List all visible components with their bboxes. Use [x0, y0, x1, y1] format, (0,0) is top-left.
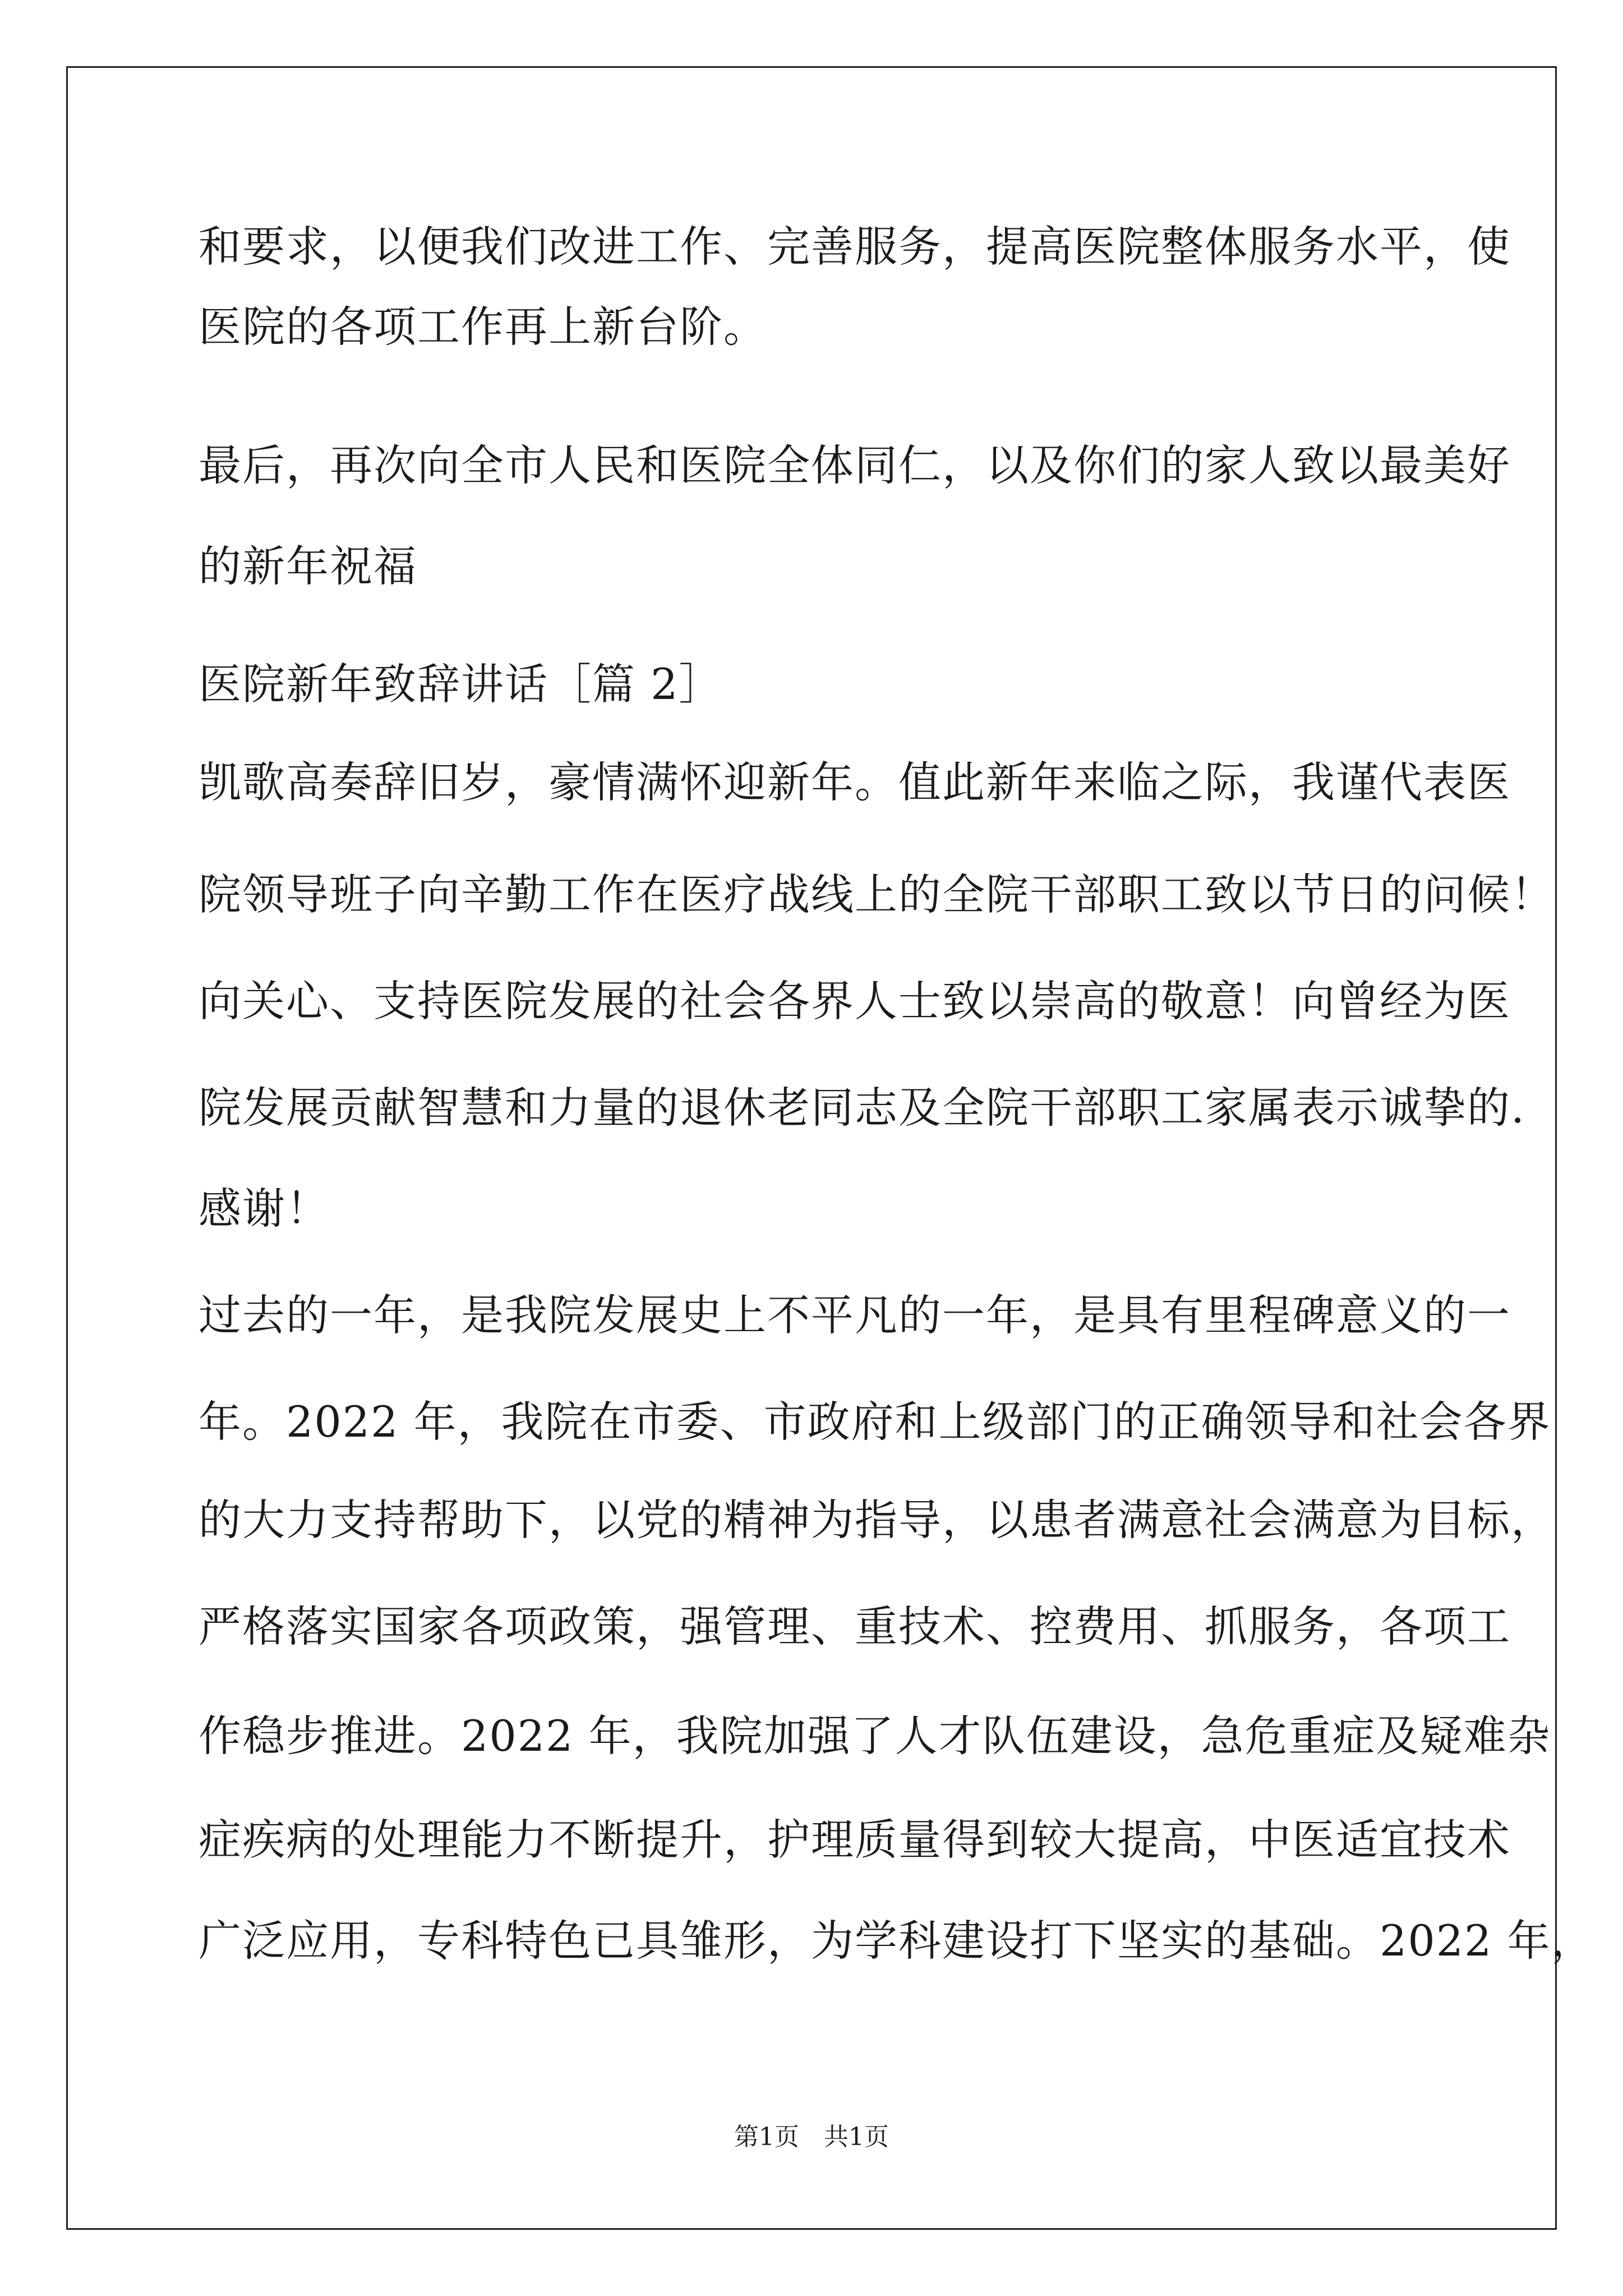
page-footer: 第1页 共1页 [734, 2123, 889, 2151]
text-line: 向关心、支持医院发展的社会各界人士致以崇高的敬意！向曾经为医 [199, 976, 1511, 1026]
text-line: 院领导班子向辛勤工作在医疗战线上的全院干部职工致以节日的问候！ [199, 869, 1555, 919]
text-line: 最后，再次向全市人民和医院全体同仁，以及你们的家人致以最美好 [199, 440, 1511, 490]
text-line: 凯歌高奏辞旧岁，豪情满怀迎新年。值此新年来临之际，我谨代表医 [199, 757, 1511, 807]
text-line: 过去的一年，是我院发展史上不平凡的一年，是具有里程碑意义的一 [199, 1290, 1511, 1340]
text-line: 的新年祝福 [199, 541, 417, 591]
text-line: 医院的各项工作再上新台阶。 [199, 302, 767, 352]
text-line: 症疾病的处理能力不断提升，护理质量得到较大提高，中医适宜技术 [199, 1815, 1511, 1865]
section-heading: 医院新年致辞讲话［篇 2］ [199, 659, 723, 709]
text-line: 和要求，以便我们改进工作、完善服务，提高医院整体服务水平，使 [199, 222, 1511, 272]
text-line: 严格落实国家各项政策，强管理、重技术、控费用、抓服务，各项工 [199, 1602, 1511, 1651]
page-border [66, 66, 1557, 2230]
text-line: 年。2022 年，我院在市委、市政府和上级部门的正确领导和社会各界 [199, 1397, 1551, 1447]
text-line: 作稳步推进。2022 年，我院加强了人才队伍建设，急危重症及疑难杂 [199, 1711, 1551, 1761]
text-line: 院发展贡献智慧和力量的退休老同志及全院干部职工家属表示诚挚的. [199, 1083, 1526, 1133]
text-line: 广泛应用，专科特色已具雏形，为学科建设打下坚实的基础。2022 年， [199, 1916, 1595, 1966]
text-line: 的大力支持帮助下，以党的精神为指导，以患者满意社会满意为目标， [199, 1495, 1555, 1545]
text-line: 感谢！ [199, 1184, 330, 1234]
